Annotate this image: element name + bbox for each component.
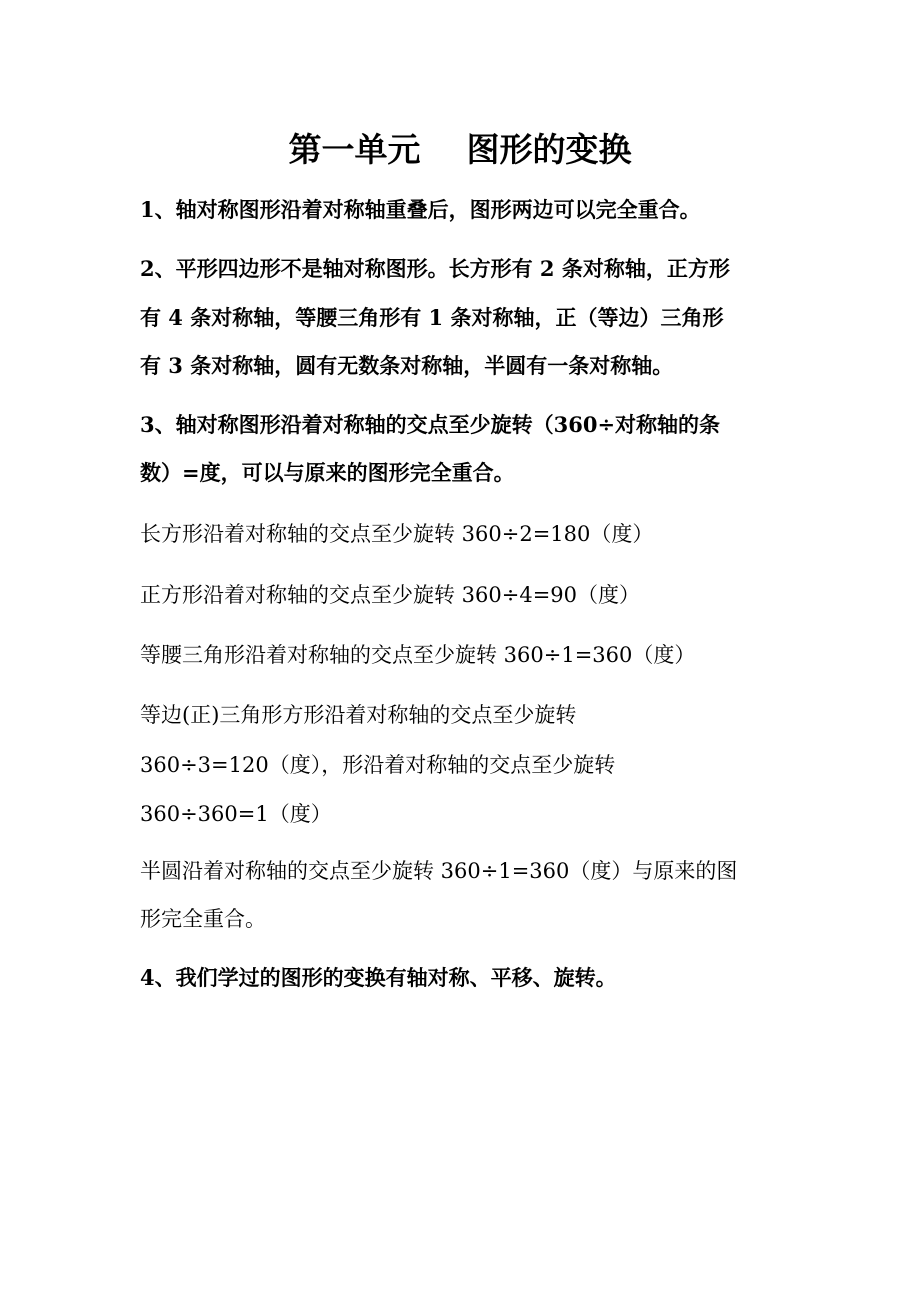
point-4-line-1: 4、我们学过的图形的变换有轴对称、平移、旋转。 [140, 965, 617, 990]
point-3-line-1: 3、轴对称图形沿着对称轴的交点至少旋转（360÷对称轴的条 [140, 412, 721, 437]
circle-rotation-line: 360÷360=1（度） [140, 802, 332, 826]
semicircle-rotation-line-2: 形完全重合。 [140, 907, 266, 931]
equilateral-triangle-rotation-line-1: 等边(正)三角形方形沿着对称轴的交点至少旋转 [140, 703, 577, 727]
semicircle-rotation-line-1: 半圆沿着对称轴的交点至少旋转 360÷1=360（度）与原来的图 [140, 859, 738, 883]
square-rotation-line: 正方形沿着对称轴的交点至少旋转 360÷4=90（度） [140, 583, 641, 607]
point-2-line-1: 2、平形四边形不是轴对称图形。长方形有 2 条对称轴，正方形 [140, 256, 730, 281]
equilateral-triangle-rotation-line-2: 360÷3=120（度），形沿着对称轴的交点至少旋转 [140, 753, 616, 777]
point-2-line-3: 有 3 条对称轴，圆有无数条对称轴，半圆有一条对称轴。 [140, 353, 674, 378]
isosceles-triangle-rotation-line: 等腰三角形沿着对称轴的交点至少旋转 360÷1=360（度） [140, 643, 696, 667]
point-1-line-1: 1、轴对称图形沿着对称轴重叠后，图形两边可以完全重合。 [140, 197, 701, 222]
page-title: 第一单元 图形的变换 [288, 130, 632, 169]
point-2-line-2: 有 4 条对称轴，等腰三角形有 1 条对称轴，正（等边）三角形 [140, 305, 724, 330]
point-3-line-2: 数）=度，可以与原来的图形完全重合。 [140, 460, 515, 485]
rectangle-rotation-line: 长方形沿着对称轴的交点至少旋转 360÷2=180（度） [140, 522, 654, 546]
